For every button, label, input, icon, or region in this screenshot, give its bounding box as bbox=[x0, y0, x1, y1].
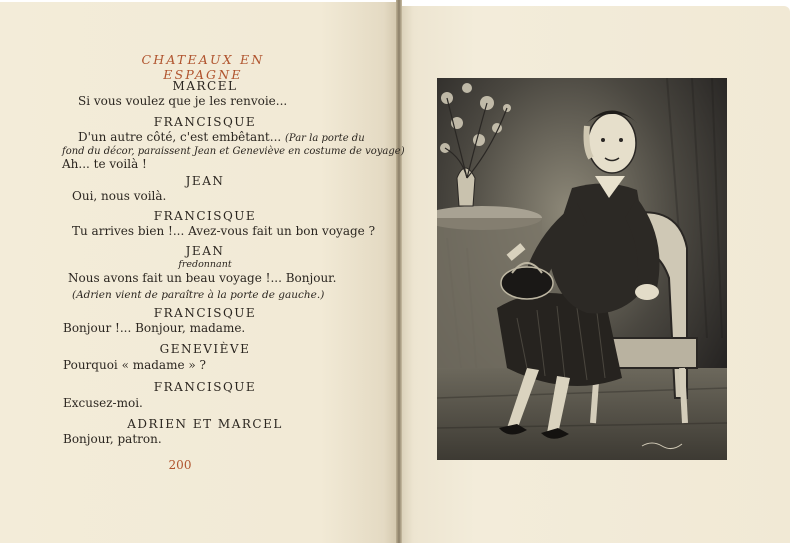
speaker-name: MARCEL bbox=[172, 79, 238, 93]
speaker-name: FRANCISQUE bbox=[153, 209, 257, 223]
dialogue-line: Oui, nous voilà. bbox=[72, 189, 167, 203]
dialogue-line: Si vous voulez que je les renvoie... bbox=[78, 94, 288, 108]
dialogue-line: Tu arrives bien !... Avez-vous fait un bon voyage ? bbox=[72, 224, 376, 238]
speaker-name: GENEVIÈVE bbox=[159, 342, 251, 356]
speaker-name: ADRIEN ET MARCEL bbox=[127, 417, 283, 431]
speaker-name: JEAN bbox=[185, 174, 225, 188]
stage-direction: fredonnant bbox=[178, 259, 232, 270]
dialogue-line: Nous avons fait un beau voyage !... Bonjour. bbox=[68, 271, 337, 285]
dialogue-line: Pourquoi « madame » ? bbox=[63, 358, 206, 372]
stage-direction: (Adrien vient de paraître à la porte de gauche.) bbox=[72, 289, 325, 301]
stage-direction: fond du décor, paraissent Jean et Geneviève en costume de voyage) bbox=[62, 146, 405, 157]
portrait-of-seated-woman bbox=[437, 78, 727, 460]
dialogue-line: Bonjour, patron. bbox=[63, 432, 162, 446]
page-number: 200 bbox=[168, 458, 192, 472]
lithograph-illustration bbox=[437, 78, 727, 460]
speaker-name: FRANCISQUE bbox=[153, 115, 257, 129]
running-head: CHATEAUX EN ESPAGNE bbox=[141, 52, 265, 82]
speaker-name: JEAN bbox=[185, 244, 225, 258]
speaker-name: FRANCISQUE bbox=[153, 306, 257, 320]
dialogue-line: D'un autre côté, c'est embêtant... (Par la porte du bbox=[78, 130, 365, 144]
speaker-name: FRANCISQUE bbox=[153, 380, 257, 394]
dialogue-line: Bonjour !... Bonjour, madame. bbox=[63, 321, 246, 335]
dialogue-line: Ah... te voilà ! bbox=[62, 157, 147, 171]
stage-direction: (Par la porte du bbox=[285, 133, 365, 144]
dialogue-line: Excusez-moi. bbox=[63, 396, 143, 410]
